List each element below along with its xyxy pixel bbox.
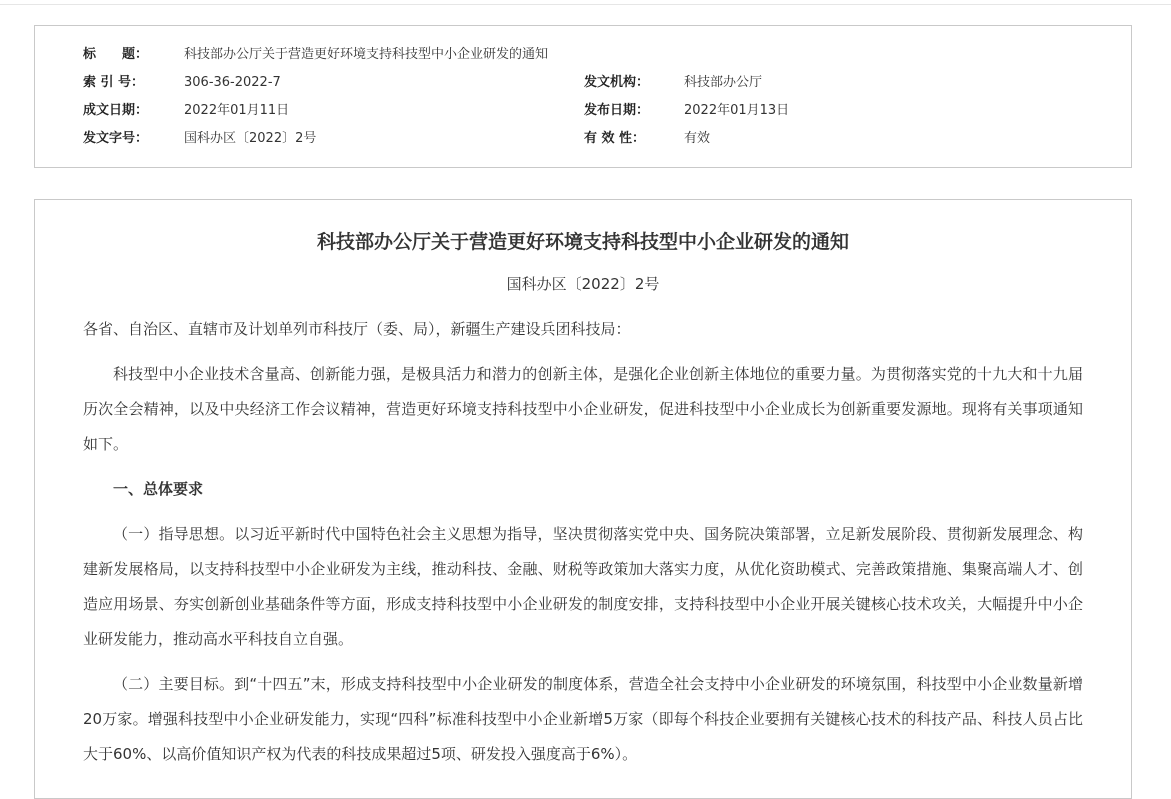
meta-row-title <box>35 45 1131 65</box>
meta-issuer-label: 发文机构： <box>584 75 650 90</box>
meta-index-label: 索 引 号： <box>83 75 145 90</box>
meta-title-value: 科技部办公厅关于营造更好环境支持科技型中小企业研发的通知 <box>184 47 549 62</box>
document-content-panel <box>34 199 1132 799</box>
document-paragraph-guiding-ideology: （一）指导思想。以习近平新时代中国特色社会主义思想为指导，坚决贯彻落实党中央、国务院决策部署，立足新发展阶段、贯彻新发展理念、构建新发展格局，以支持科技型中小企业研发为主线，推动科技、金融、财税等政策加大落实力度，从优化资助模式、完善政策措施、集聚高端人才、创造应用场景、夯实创新创业基础条件等方面，形成支持科技型中小企业研发的制度安排，支持科技型中小企业开展关键核心技术攻关，大幅提升中小企业研发能力，推动高水平科技自立自强。 <box>83 525 1083 648</box>
top-divider <box>0 4 1171 5</box>
document-salutation: 各省、自治区、直辖市及计划单列市科技厅（委、局），新疆生产建设兵团科技局： <box>83 320 631 338</box>
document-metadata-panel <box>34 25 1132 168</box>
meta-index-value: 306-36-2022-7 <box>184 75 281 90</box>
meta-row-dates <box>35 101 1131 121</box>
meta-validity-label: 有 效 性： <box>584 131 646 146</box>
meta-published-label: 发布日期： <box>584 103 650 118</box>
document-paragraph-main-goals: （二）主要目标。到“十四五”末，形成支持科技型中小企业研发的制度体系，营造全社会支持中小企业研发的环境氛围，科技型中小企业数量新增20万家。增强科技型中小企业研发能力，实现“四科”标准科技型中小企业新增5万家（即每个科技企业要拥有关键核心技术的科技产品、科技人员占比大于60%、以高价值知识产权为代表的科技成果超过5项、研发投入强度高于6%）。 <box>83 675 1083 763</box>
document-title: 科技部办公厅关于营造更好环境支持科技型中小企业研发的通知 <box>316 231 849 253</box>
meta-row-index <box>35 73 1131 93</box>
meta-created-value: 2022年01月11日 <box>184 103 290 118</box>
meta-docno-value: 国科办区〔2022〕2号 <box>184 131 317 146</box>
section-heading-general-requirements: 一、总体要求 <box>113 480 204 498</box>
document-number: 国科办区〔2022〕2号 <box>506 275 660 293</box>
meta-published-value: 2022年01月13日 <box>684 103 790 118</box>
meta-title-label: 标 题： <box>83 47 149 62</box>
meta-created-label: 成文日期： <box>83 103 149 118</box>
meta-issuer-value: 科技部办公厅 <box>684 75 763 90</box>
meta-validity-value: 有效 <box>684 131 711 146</box>
meta-row-docno <box>35 129 1131 149</box>
document-paragraph-intro: 科技型中小企业技术含量高、创新能力强，是极具活力和潜力的创新主体，是强化企业创新主体地位的重要力量。为贯彻落实党的十九大和十九届历次全会精神，以及中央经济工作会议精神，营造更好环境支持科技型中小企业研发，促进科技型中小企业成长为创新重要发源地。现将有关事项通知如下。 <box>83 365 1083 453</box>
meta-docno-label: 发文字号： <box>83 131 149 146</box>
